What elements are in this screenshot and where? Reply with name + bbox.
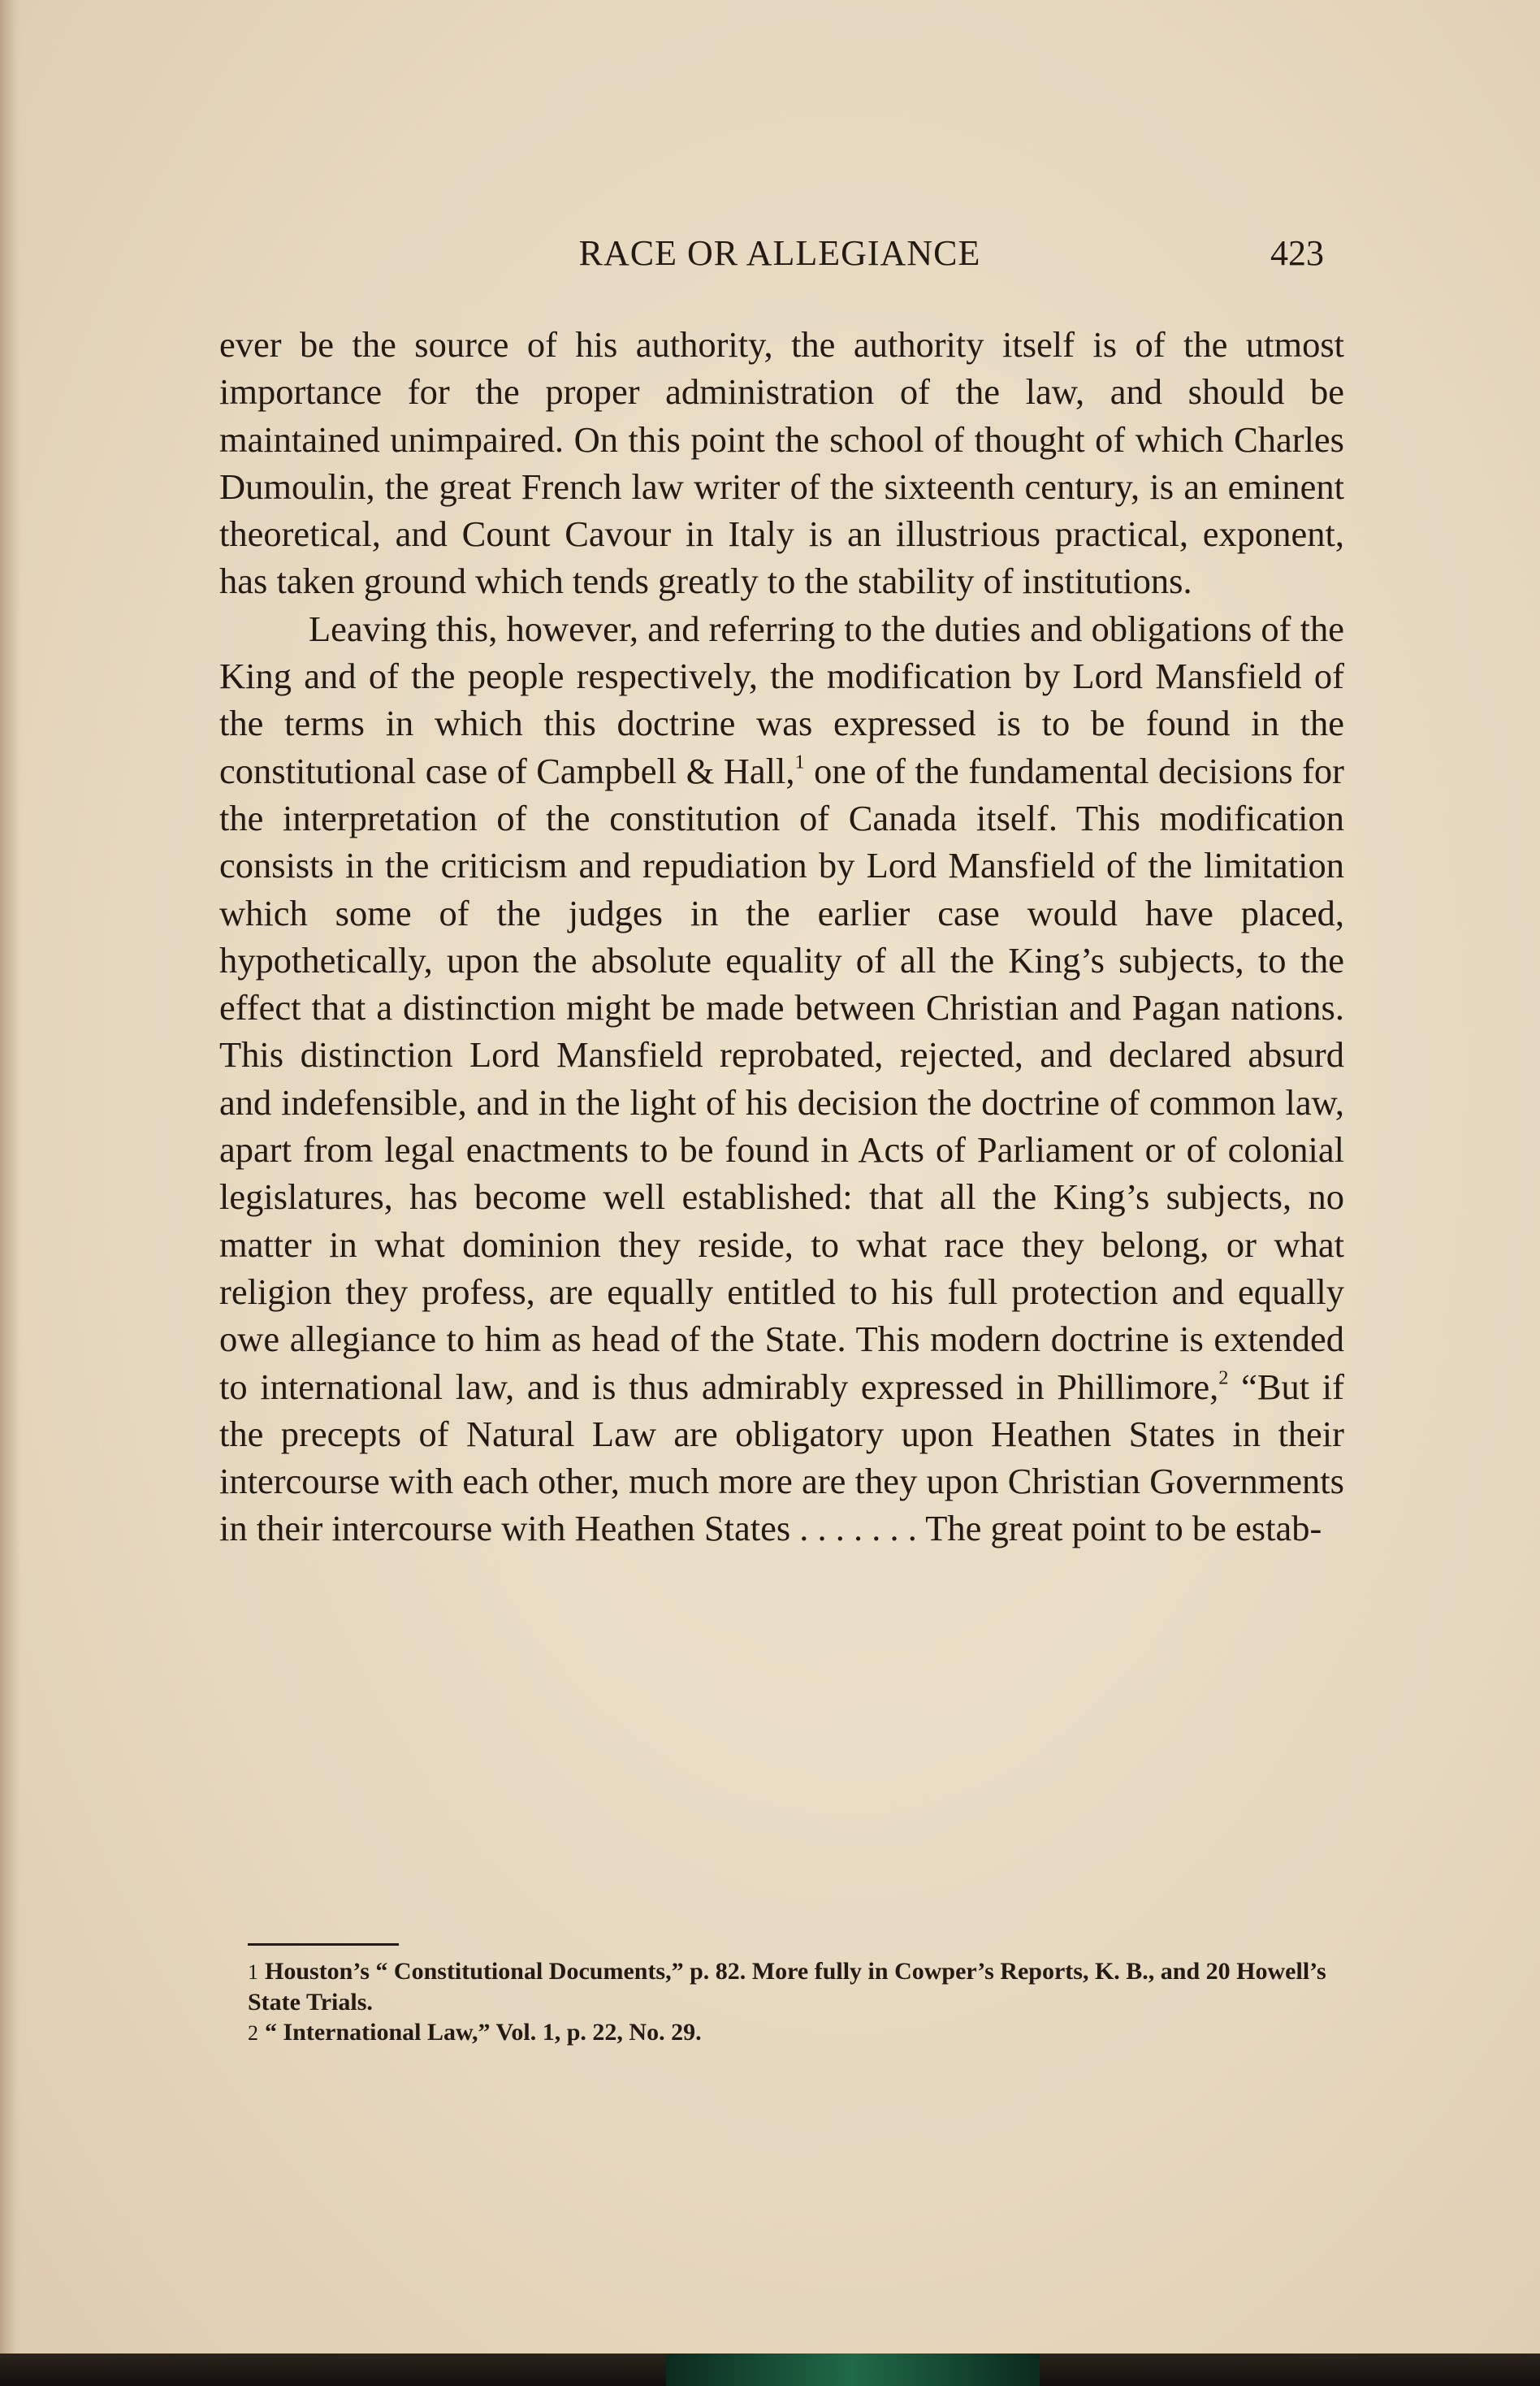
footnote-1	[248, 1956, 1352, 2017]
footnote-1-mark: 1	[248, 1960, 258, 1984]
body-text	[219, 321, 1344, 1552]
footnote-2	[248, 2017, 1352, 2048]
page-bottom-edge	[0, 2354, 1540, 2386]
footnote-1-text: Houston’s “ Constitutional Documents,” p. 82. More fully in Cowper’s Reports, K. B., and 20 Howell’s State Trials.	[248, 1958, 1326, 2016]
footnote-2-mark: 2	[248, 2021, 258, 2045]
cover-edge	[666, 2354, 1040, 2386]
footnote-ref-2: 2	[1218, 1366, 1229, 1389]
paragraph-2-part-1: Leaving this, however, and referring to the duties and obligations of the King and of the people respectively, the modification by Lord Mansfield of the terms in which this doctrine was expressed is to be found in the constitutional case of Campbell & Hall,	[219, 608, 1344, 791]
paragraph-2	[219, 605, 1344, 1552]
footnotes	[248, 1956, 1352, 2048]
page-number: 423	[1270, 233, 1324, 273]
paragraph-2-part-2: one of the fundamental decisions for the interpretation of the constitution of Canada itself. This modification consists in the criticism and repudiation by Lord Mansfield of the limitation which some of the judges in the earlier case would have placed, hypothetically, upon the absolute equality of all the King’s subjects, to the effect that a distinction might be made between Christian and Pagan nations. This distinction Lord Mansfield reprobated, rejected, and declared absurd and indefensible, and in the light of his decision the doctrine of common law, apart from legal enactments to be found in Acts of Parliament or of colonial legislatures, has become well established: that all the King’s subjects, no matter in what dominion they reside, to what race they belong, or what religion they profess, are equally entitled to his full protection and equally owe allegiance to him as head of the State. This modern doctrine is extended to international law, and is thus admirably expressed in Phillimore,	[219, 750, 1344, 1407]
running-title: RACE OR ALLEGIANCE	[578, 233, 981, 273]
running-header	[219, 232, 1340, 281]
footnote-2-text: “ International Law,” Vol. 1, p. 22, No. 29.	[265, 2019, 702, 2046]
paragraph-2-part-3: “But if the precepts of Natural Law are obligatory upon Heathen States in their intercourse with each other, much more are they upon Christian Governments in their intercourse with Heathen States . . . . . . . The great point to be estab-	[219, 1366, 1344, 1549]
footnote-ref-1: 1	[794, 751, 805, 773]
page-gutter-shadow	[0, 0, 21, 2386]
footnote-divider	[248, 1943, 399, 1946]
paragraph-1: ever be the source of his authority, the authority itself is of the utmost importance for the proper administration of the law, and should be maintained unimpaired. On this point the school of thought of which Charles Dumoulin, the great French law writer of the sixteenth century, is an eminent theoretical, and Count Cavour in Italy is an illustrious practical, exponent, has taken ground which tends greatly to the stability of institutions.	[219, 324, 1344, 602]
